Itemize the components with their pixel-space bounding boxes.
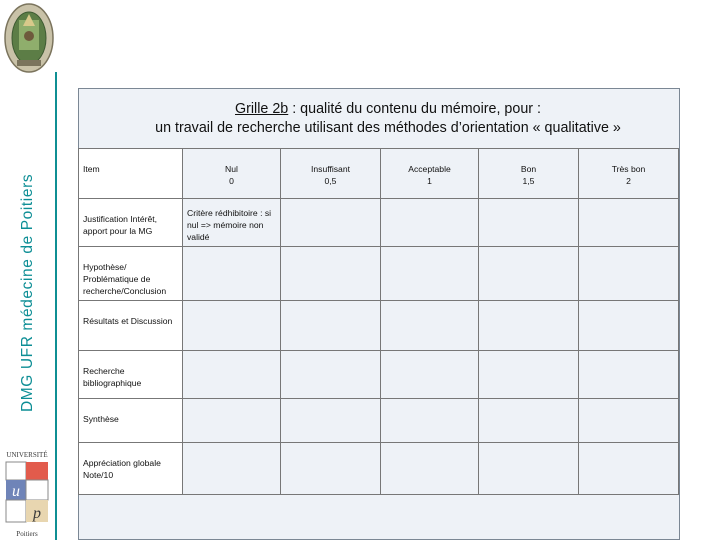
table-row <box>79 247 679 301</box>
sidebar-divider <box>55 72 57 540</box>
score-cell[interactable] <box>381 399 479 443</box>
item-label: Appréciation globale Note/10 <box>79 443 183 495</box>
score-cell[interactable] <box>281 399 381 443</box>
svg-text:UNIVERSITÉ: UNIVERSITÉ <box>6 451 48 459</box>
criterion-note: Critère rédhibitoire : si nul => mémoire non validé <box>183 199 281 247</box>
header-acceptable: Acceptable 1 <box>381 149 479 199</box>
score-cell[interactable] <box>579 351 679 399</box>
score-cell[interactable] <box>183 351 281 399</box>
score-cell[interactable] <box>381 199 479 247</box>
header-tres-bon: Très bon 2 <box>579 149 679 199</box>
score-cell[interactable] <box>479 351 579 399</box>
title-line2: un travail de recherche utilisant des méthodes d’orientation « qualitative » <box>155 120 621 136</box>
item-label: Justification Intérêt, apport pour la MG <box>79 199 183 247</box>
svg-text:Poitiers: Poitiers <box>16 530 38 538</box>
table-row <box>79 301 679 351</box>
item-label: Recherche bibliographique <box>79 351 183 399</box>
score-cell[interactable] <box>479 443 579 495</box>
item-label: Résultats et Discussion <box>79 301 183 351</box>
header-row <box>79 149 679 199</box>
header-insuffisant: Insuffisant 0,5 <box>281 149 381 199</box>
score-cell[interactable] <box>281 247 381 301</box>
table-row <box>79 199 679 247</box>
score-cell[interactable] <box>579 443 679 495</box>
sidebar <box>0 0 56 540</box>
score-cell[interactable] <box>381 247 479 301</box>
item-label: Hypothèse/ Problématique de recherche/Conclusion <box>79 247 183 301</box>
score-cell[interactable] <box>281 301 381 351</box>
header-nul: Nul 0 <box>183 149 281 199</box>
svg-text:u: u <box>12 483 20 500</box>
university-logo <box>2 448 52 540</box>
score-cell[interactable] <box>479 301 579 351</box>
score-cell[interactable] <box>479 247 579 301</box>
vertical-label: DMG UFR médecine de Poitiers <box>19 173 36 412</box>
header-item: Item <box>79 149 183 199</box>
score-cell[interactable] <box>479 199 579 247</box>
score-cell[interactable] <box>381 301 479 351</box>
page-title <box>78 100 698 138</box>
score-cell[interactable] <box>183 301 281 351</box>
svg-text:p: p <box>33 505 41 522</box>
score-cell[interactable] <box>281 199 381 247</box>
evaluation-grid <box>78 148 679 495</box>
score-cell[interactable] <box>479 399 579 443</box>
score-cell[interactable] <box>381 351 479 399</box>
score-cell[interactable] <box>579 301 679 351</box>
crest-icon <box>2 0 56 78</box>
score-cell[interactable] <box>183 247 281 301</box>
table-row <box>79 351 679 399</box>
score-cell[interactable] <box>579 399 679 443</box>
score-cell[interactable] <box>281 443 381 495</box>
table-row <box>79 399 679 443</box>
score-cell[interactable] <box>381 443 479 495</box>
score-cell[interactable] <box>281 351 381 399</box>
title-grid-name: Grille 2b <box>235 101 289 117</box>
header-bon: Bon 1,5 <box>479 149 579 199</box>
table-row <box>79 443 679 495</box>
score-cell[interactable] <box>183 399 281 443</box>
item-label: Synthèse <box>79 399 183 443</box>
score-cell[interactable] <box>579 247 679 301</box>
title-line1-rest: : qualité du contenu du mémoire, pour : <box>288 101 541 117</box>
score-cell[interactable] <box>579 199 679 247</box>
score-cell[interactable] <box>183 443 281 495</box>
